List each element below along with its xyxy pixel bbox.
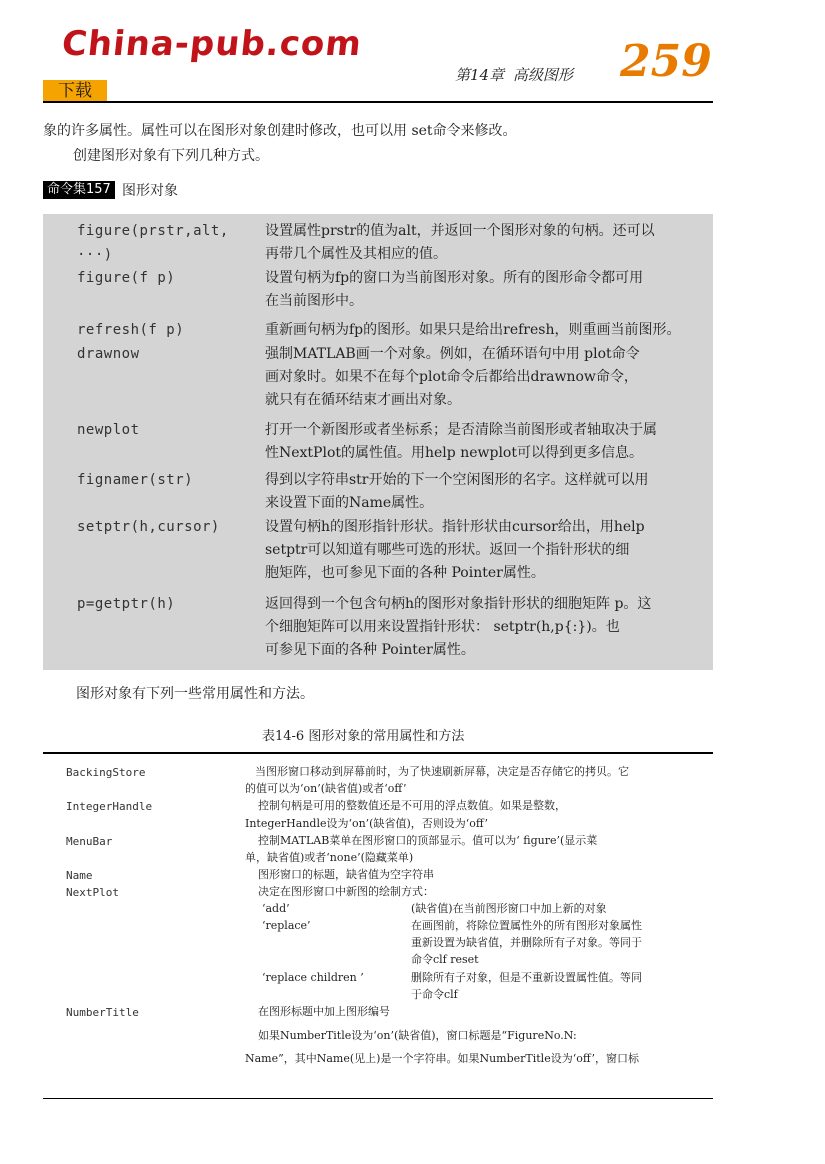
desc-line: 个细胞矩阵可以用来设置指针形状： setptr(h,p{:})。也 <box>265 619 620 635</box>
command-getptr: p=getptr(h) <box>77 596 176 612</box>
table-bottom-rule <box>43 1098 713 1099</box>
header-rule <box>43 101 713 103</box>
desc-line: 设置句柄为fp的窗口为当前图形对象。所有的图形命令都可用 <box>265 270 644 286</box>
desc-fignamer <box>265 469 715 515</box>
table-caption: 表14-6 图形对象的常用属性和方法 <box>262 729 465 744</box>
table-row-desc: 控制句柄是可用的整数值还是不可用的浮点数值。如果是整数， <box>258 799 566 812</box>
nextplot-option: ‘add’ <box>262 902 290 915</box>
intro-line-2: 创建图形对象有下列几种方式。 <box>73 148 269 164</box>
desc-line: 可参见下面的各种 Pointer属性。 <box>265 642 475 658</box>
nextplot-option-desc: (缺省值)在当前图形窗口中加上新的对象 <box>411 902 607 915</box>
table-row-desc: 如果NumberTitle设为‘on’(缺省值)，窗口标题是“FigureNo.N: <box>258 1029 577 1042</box>
table-row-desc: 当图形窗口移动到屏幕前时，为了快速刷新屏幕，决定是否存储它的拷贝。它 <box>255 765 629 778</box>
desc-line: 强制MATLAB画一个对象。例如，在循环语句中用 plot命令 <box>265 346 640 362</box>
desc-newplot <box>265 419 715 465</box>
table-row-prop: NumberTitle <box>66 1006 139 1019</box>
desc-line: 再带几个属性及其相应的值。 <box>265 246 447 262</box>
command-refresh: refresh(f p) <box>77 322 185 338</box>
desc-figure-prstr <box>265 220 715 266</box>
desc-line: 就只有在循环结束才画出对象。 <box>265 392 461 408</box>
intro-line-1: 象的许多属性。属性可以在图形对象创建时修改，也可以用 set命令来修改。 <box>43 123 517 139</box>
table-row-desc: 的值可以为‘on’(缺省值)或者‘off’ <box>245 782 407 795</box>
chapter-number: 第14章 <box>455 66 505 84</box>
table-row-desc: Name”，其中Name(见上)是一个字符串。如果NumberTitle设为‘off’，窗口标 <box>245 1052 639 1065</box>
desc-line: 胞矩阵，也可参见下面的各种 Pointer属性。 <box>265 565 545 581</box>
table-row-desc: 单，缺省值)或者‘none’(隐藏菜单) <box>245 851 414 864</box>
page-number: 259 <box>620 36 712 87</box>
desc-line: 打开一个新图形或者坐标系；是否清除当前图形或者轴取决于属 <box>265 422 657 438</box>
command-fignamer: fignamer(str) <box>77 472 194 488</box>
desc-line: setptr可以知道有哪些可选的形状。返回一个指针形状的细 <box>265 542 630 558</box>
desc-line: 得到以字符串str开始的下一个空闲图形的名字。这样就可以用 <box>265 472 649 488</box>
command-drawnow: drawnow <box>77 346 140 362</box>
chapter-title: 高级图形 <box>512 66 573 84</box>
nextplot-option: ‘replace children ’ <box>262 971 364 984</box>
desc-line: 在当前图形中。 <box>265 293 363 309</box>
table-row-prop: NextPlot <box>66 886 119 899</box>
table-row-desc: 控制MATLAB菜单在图形窗口的顶部显示。值可以为‘ figure’(显示菜 <box>258 834 598 847</box>
desc-setptr <box>265 516 715 585</box>
table-row-desc: 决定在图形窗口中新图的绘制方式： <box>258 885 434 898</box>
china-pub-logo: China-pub.com <box>59 24 364 64</box>
command-set-title: 图形对象 <box>122 183 178 199</box>
table-top-rule <box>43 752 713 754</box>
nextplot-option: ‘replace’ <box>262 919 311 932</box>
table-row-prop: BackingStore <box>66 766 146 779</box>
chapter-heading <box>455 64 577 85</box>
desc-figure-fp <box>265 267 715 313</box>
after-box-text: 图形对象有下列一些常用属性和方法。 <box>76 686 314 702</box>
desc-line: 返回得到一个包含句柄h的图形对象指针形状的细胞矩阵 p。这 <box>265 596 652 612</box>
download-badge: 下载 <box>43 80 107 102</box>
table-row-prop: MenuBar <box>66 835 113 848</box>
desc-refresh <box>265 319 715 342</box>
table-row-prop: Name <box>66 869 93 882</box>
nextplot-option-desc: 于命令clf <box>411 988 458 1001</box>
nextplot-option-desc: 重新设置为缺省值，并删除所有子对象。等同于 <box>411 936 642 949</box>
nextplot-option-desc: 删除所有子对象，但是不重新设置属性值。等同 <box>411 971 642 984</box>
desc-line: 重新画句柄为fp的图形。如果只是给出refresh，则重画当前图形。 <box>265 322 681 338</box>
nextplot-option-desc: 在画图前，将除位置属性外的所有图形对象属性 <box>411 919 642 932</box>
table-row-prop: IntegerHandle <box>66 800 153 813</box>
command-setptr: setptr(h,cursor) <box>77 519 220 535</box>
desc-getptr <box>265 593 715 662</box>
command-figure-fp: figure(f p) <box>77 270 176 286</box>
table-row-desc: IntegerHandle设为‘on’(缺省值)，否则设为‘off’ <box>245 817 488 830</box>
command-set-label: 命令集157 <box>43 181 115 199</box>
command-figure-prstr-cont: ···) <box>77 247 113 263</box>
desc-line: 设置句柄h的图形指针形状。指针形状由cursor给出，用help <box>265 519 645 535</box>
command-figure-prstr: figure(prstr,alt, <box>77 223 229 239</box>
table-row-desc: 在图形标题中加上图形编号 <box>258 1005 390 1018</box>
desc-line: 设置属性prstr的值为alt，并返回一个图形对象的句柄。还可以 <box>265 223 655 239</box>
desc-line: 画对象时。如果不在每个plot命令后都给出drawnow命令， <box>265 369 638 385</box>
desc-line: 来设置下面的Name属性。 <box>265 495 434 511</box>
table-row-desc: 图形窗口的标题，缺省值为空字符串 <box>258 868 434 881</box>
nextplot-option-desc: 命令clf reset <box>411 953 479 966</box>
desc-line: 性NextPlot的属性值。用help newplot可以得到更多信息。 <box>265 445 643 461</box>
command-newplot: newplot <box>77 422 140 438</box>
desc-drawnow <box>265 343 715 412</box>
